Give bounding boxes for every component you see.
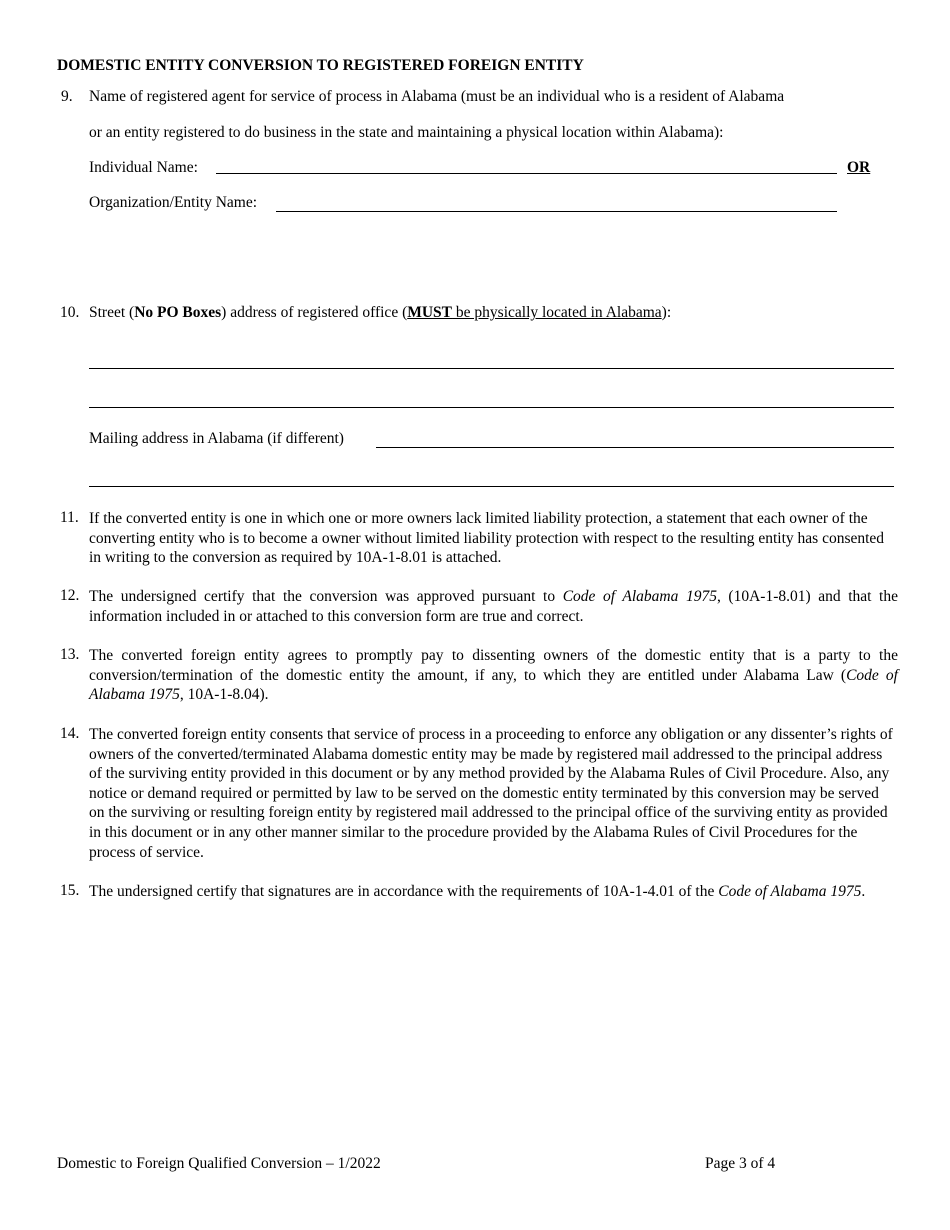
organization-name-field[interactable] (276, 193, 836, 208)
item-13-number: 13. (60, 646, 80, 663)
item-9-line-2: or an entity registered to do business in the state and maintaining a physical location within Alabama): (89, 124, 724, 141)
item-10-text (89, 304, 671, 322)
mailing-address-field-1[interactable] (376, 429, 893, 446)
item-13-text (89, 646, 898, 705)
item-13-text-a: The converted foreign entity agrees to promptly pay to dissenting owners of the domestic entity that is a party to the conversion/termination of the domestic entity the amount, if any, to which they are entitled under Alabama Law ( (89, 647, 898, 684)
or-label: OR (847, 159, 871, 176)
mailing-address-line-2 (89, 486, 894, 487)
item-15-text (89, 882, 898, 902)
item-10-number: 10. (60, 304, 80, 321)
item-15-code: Code of Alabama 1975 (718, 883, 862, 900)
item-10-suffix: ): (661, 304, 672, 321)
must-be-located (407, 304, 661, 321)
street-address-field-2[interactable] (89, 389, 893, 406)
street-address-line-2 (89, 407, 894, 408)
mailing-address-field-2[interactable] (89, 468, 893, 485)
item-15-number: 15. (60, 882, 80, 899)
mailing-address-line-1 (376, 447, 894, 448)
no-po-boxes: No PO Boxes (134, 304, 222, 321)
item-12-text-b: , (10A-1-8.01) and that the information included in or attached to this conversion form are true and correct. (89, 588, 898, 625)
street-address-line-1 (89, 368, 894, 369)
organization-name-label: Organization/Entity Name: (89, 194, 258, 211)
item-13-code: Code of Alabama 1975 (89, 666, 898, 704)
individual-name-underline (216, 173, 837, 174)
individual-name-label: Individual Name: (89, 159, 198, 176)
page-title: DOMESTIC ENTITY CONVERSION TO REGISTERED FOREIGN ENTITY (57, 57, 584, 74)
item-12-text (89, 587, 898, 626)
street-address-field-1[interactable] (89, 350, 893, 367)
individual-name-field[interactable] (216, 158, 836, 173)
item-13-text-b: , 10A-1-8.04). (179, 686, 269, 704)
item-12-code: Code of Alabama 1975 (562, 588, 717, 605)
item-9-line-1: Name of registered agent for service of process in Alabama (must be an individual who is a resident of Alabama (89, 88, 785, 105)
organization-name-underline (276, 211, 837, 212)
item-14-number: 14. (60, 725, 80, 742)
item-15-text-a: The undersigned certify that signatures are in accordance with the requirements of 10A-1-4.01 of the (89, 883, 719, 900)
footer-form-title: Domestic to Foreign Qualified Conversion – 1/2022 (57, 1155, 381, 1172)
item-15-text-b: . (861, 883, 866, 900)
footer-page-number: Page 3 of 4 (705, 1155, 776, 1172)
must-bold: MUST (407, 304, 453, 321)
mailing-address-label: Mailing address in Alabama (if different) (89, 430, 344, 447)
item-10-prefix: Street ( (89, 304, 135, 321)
located-text: be physically located in Alabama (452, 304, 662, 321)
item-14-text: The converted foreign entity consents that service of process in a proceeding to enforce any obligation or any dissenter’s rights of owners of the converted/terminated Alabama domestic entity may be made by registered mail addressed to the principal address of the surviving entity provided in this document or by any method provided by the Alabama Rules of Civil Procedure. Also, any notice or demand required or permitted by law to be served on the domestic entity terminated by this conversion may be served on the surviving or resulting foreign entity by registered mail addressed to the principal office of the surviving entity as provided in this document or in any other manner similar to the procedure provided by the Alabama Rules of Civil Procedures for the process of service. (89, 726, 893, 861)
item-11-text: If the converted entity is one in which one or more owners lack limited liability protection, a statement that each owner of the converting entity who is to become a owner without limited liability protection with respect to the resulting entity has consented in writing to the conversion as required by 10A-1-8.01 is attached. (89, 510, 885, 567)
item-11-number: 11. (60, 509, 79, 526)
item-12-text-a: The undersigned certify that the conversion was approved pursuant to (89, 588, 563, 605)
item-12-number: 12. (60, 587, 80, 604)
item-10-middle: ) address of registered office ( (221, 304, 408, 321)
item-9-number: 9. (61, 88, 73, 105)
